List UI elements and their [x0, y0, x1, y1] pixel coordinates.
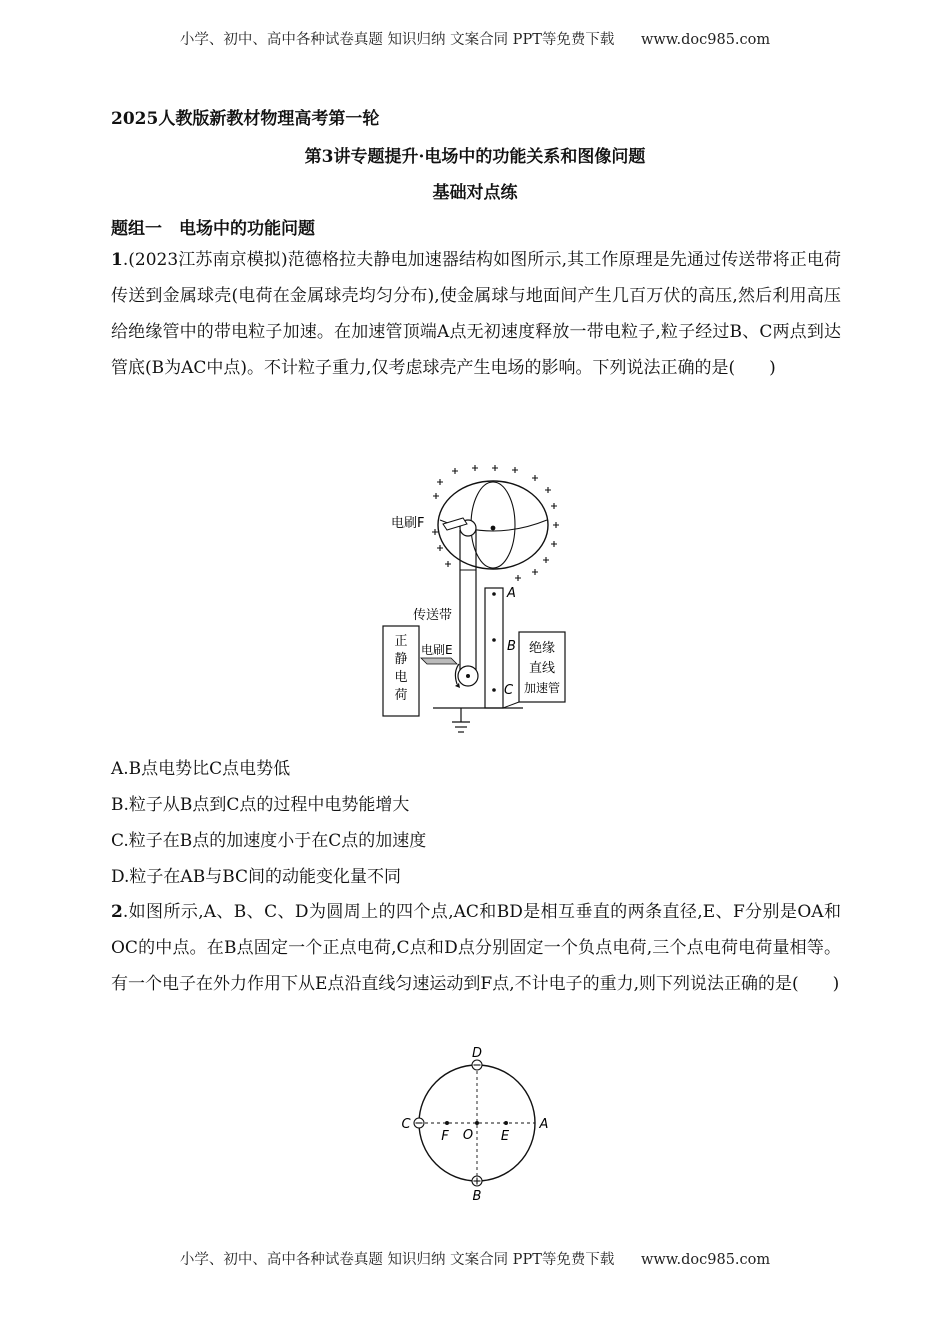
label-c: C	[401, 1117, 411, 1132]
footer-site: www.doc985.com	[640, 1252, 771, 1268]
tube-label-2: 直线	[528, 661, 556, 676]
header-text: 小学、初中、高中各种试卷真题 知识归纳 文案合同 PPT等免费下载	[179, 32, 615, 48]
brush-e-label: 电刷E	[421, 643, 453, 657]
label-o: O	[462, 1128, 474, 1143]
label-f: F	[441, 1129, 449, 1144]
q1-option-b: B.粒子从B点到C点的过程中电势能增大	[111, 795, 410, 815]
belt-label: 传送带	[413, 608, 453, 623]
point-c-label: C	[504, 683, 514, 698]
question-1	[111, 242, 841, 386]
q1-option-a: A.B点电势比C点电势低	[111, 759, 291, 779]
question-1-number: 1	[111, 250, 123, 270]
question-2-number: 2	[111, 902, 123, 922]
label-b: B	[472, 1189, 482, 1204]
lecture-title: 第3讲专题提升·电场中的功能关系和图像问题	[304, 147, 646, 167]
header-site: www.doc985.com	[640, 32, 771, 48]
tube-label-1: 绝缘	[528, 641, 556, 656]
source-label-3: 电	[394, 670, 408, 685]
source-label-4: 荷	[394, 688, 408, 703]
label-a: A	[539, 1117, 549, 1132]
brush-f-label: 电刷F	[391, 516, 425, 531]
q1-option-d: D.粒子在AB与BC间的动能变化量不同	[111, 867, 402, 887]
figure-accelerator	[375, 460, 585, 740]
source-label-1: 正	[394, 634, 408, 649]
figure-circle	[395, 1040, 555, 1205]
group-title: 题组一 电场中的功能问题	[111, 219, 315, 239]
doc-title: 2025人教版新教材物理高考第一轮	[111, 109, 380, 129]
tube-label-3: 加速管	[523, 681, 561, 695]
section-title: 基础对点练	[432, 183, 518, 203]
question-2-text: .如图所示,A、B、C、D为圆周上的四个点,AC和BD是相互垂直的两条直径,E、F分别是OA和OC的中点。在B点固定一个正点电荷,C点和D点分别固定一个负点电荷,三个点电荷电荷量相等。有一个电子在外力作用下从E点沿直线匀速运动到F点,不计电子的重力,则下列说法正确的是( )	[111, 902, 841, 994]
q1-option-c: C.粒子在B点的加速度小于在C点的加速度	[111, 831, 427, 851]
label-d: D	[471, 1046, 483, 1061]
point-a-label: A	[507, 586, 516, 601]
footer-text: 小学、初中、高中各种试卷真题 知识归纳 文案合同 PPT等免费下载	[179, 1252, 615, 1268]
page-footer	[0, 1248, 950, 1269]
point-b-label: B	[507, 639, 516, 654]
label-e: E	[500, 1129, 510, 1144]
question-1-text: .(2023江苏南京模拟)范德格拉夫静电加速器结构如图所示,其工作原理是先通过传送带将正电荷传送到金属球壳(电荷在金属球壳均匀分布),使金属球与地面间产生几百万伏的高压,然后利用高压给绝缘管中的带电粒子加速。在加速管顶端A点无初速度释放一带电粒子,粒子经过B、C两点到达管底(B为AC中点)。不计粒子重力,仅考虑球壳产生电场的影响。下列说法正确的是( )	[111, 250, 841, 378]
question-2	[111, 894, 841, 1002]
page-header	[0, 28, 950, 49]
source-label-2: 静	[394, 652, 408, 667]
